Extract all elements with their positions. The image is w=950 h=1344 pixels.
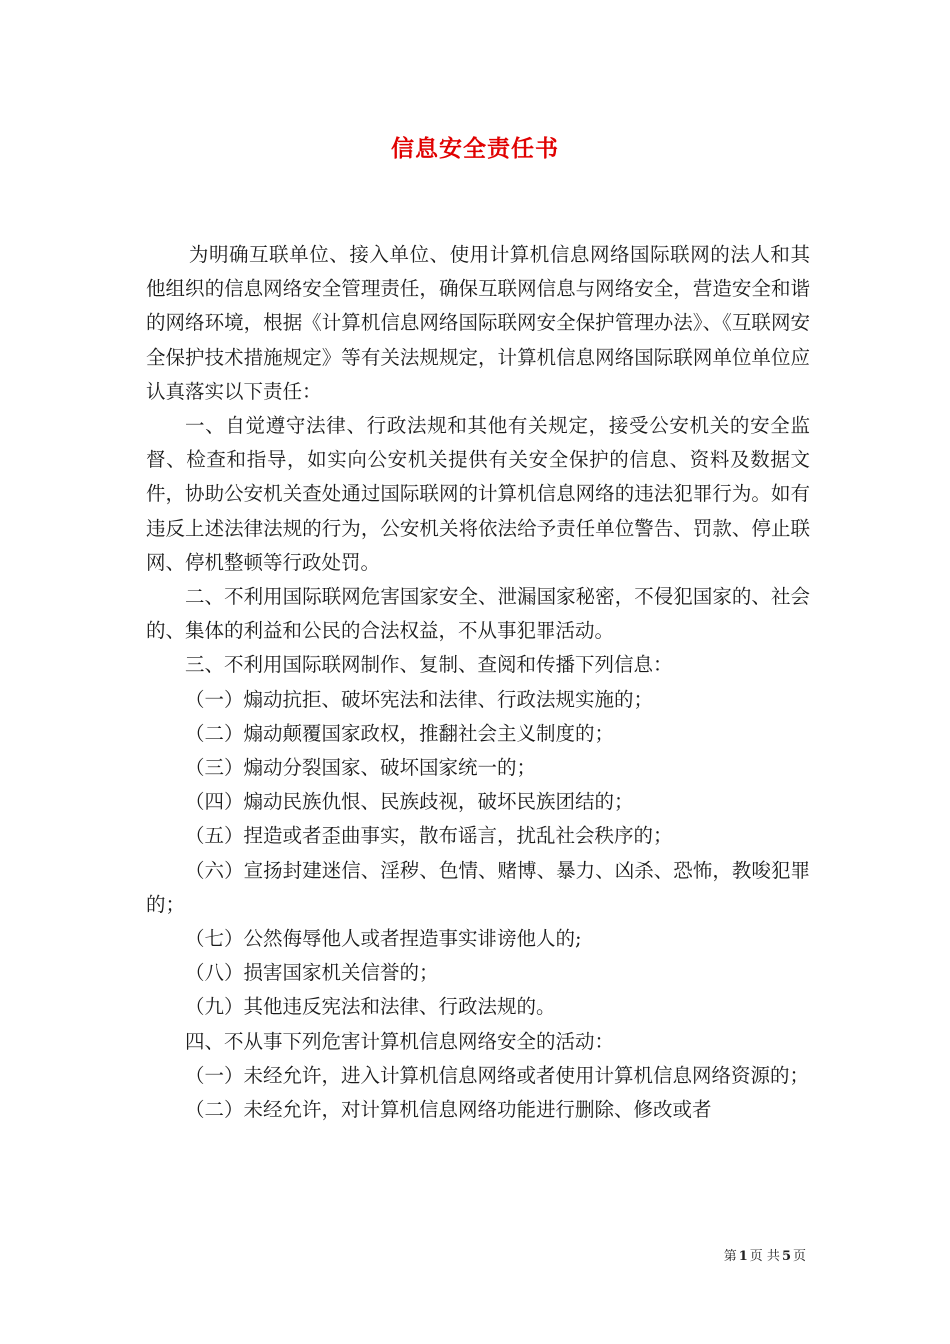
clause-3-item-2: （二）煽动颠覆国家政权，推翻社会主义制度的； [185, 721, 615, 745]
document-title: 信息安全责任书 [391, 135, 559, 162]
clause-4-item-2: （二）未经允许，对计算机信息网络功能进行删除、修改或者 [185, 1098, 712, 1122]
clause-3-item-4: （四）煽动民族仇恨、民族歧视，破坏民族团结的； [185, 790, 634, 814]
footer-middle: 页 共 [749, 1249, 780, 1264]
clause-3-item-9: （九）其他违反宪法和法律、行政法规的。 [185, 995, 556, 1019]
current-page-number: 1 [738, 1249, 748, 1264]
clause-4-item-1: （一）未经允许，进入计算机信息网络或者使用计算机信息网络资源的； [185, 1063, 810, 1087]
clause-3-item-6: （六）宣扬封建迷信、淫秽、色情、赌博、暴力、凶杀、恐怖，教唆犯罪的； [146, 858, 810, 916]
footer-prefix: 第 [723, 1249, 737, 1264]
clause-4-paragraph: 四、不从事下列危害计算机信息网络安全的活动： [185, 1029, 615, 1053]
page-footer [0, 1245, 806, 1264]
intro-paragraph: 为明确互联单位、接入单位、使用计算机信息网络国际联网的法人和其他组织的信息网络安全管理责任，确保互联网信息与网络安全，营造安全和谐的网络环境，根据《计算机信息网络国际联网安全保护管理办法》、《互联网安全保护技术措施规定》等有关法规规定，计算机信息网络国际联网单位单位应认真落实以下责任： [146, 243, 810, 403]
clause-3-item-7: （七）公然侮辱他人或者捏造事实诽谤他人的; [185, 927, 582, 951]
clause-3-paragraph: 三、不利用国际联网制作、复制、查阅和传播下列信息： [185, 653, 673, 677]
total-pages-number: 5 [781, 1249, 791, 1264]
document-body [146, 238, 810, 1127]
clause-1-paragraph: 一、自觉遵守法律、行政法规和其他有关规定，接受公安机关的安全监督、检查和指导，如实向公安机关提供有关安全保护的信息、资料及数据文件，协助公安机关查处通过国际联网的计算机信息网络的违法犯罪行为。如有违反上述法律法规的行为，公安机关将依法给予责任单位警告、罚款、停止联网、停机整顿等行政处罚。 [146, 414, 810, 574]
clause-3-item-3: （三）煽动分裂国家、破坏国家统一的； [185, 756, 537, 780]
clause-2-paragraph: 二、不利用国际联网危害国家安全、泄漏国家秘密，不侵犯国家的、社会的、集体的利益和公民的合法权益，不从事犯罪活动。 [146, 585, 810, 643]
footer-suffix: 页 [792, 1249, 806, 1264]
clause-3-item-5: （五）捏造或者歪曲事实，散布谣言，扰乱社会秩序的； [185, 824, 673, 848]
clause-3-item-1: （一）煽动抗拒、破坏宪法和法律、行政法规实施的； [185, 687, 654, 711]
clause-3-item-8: （八）损害国家机关信誉的； [185, 961, 439, 985]
